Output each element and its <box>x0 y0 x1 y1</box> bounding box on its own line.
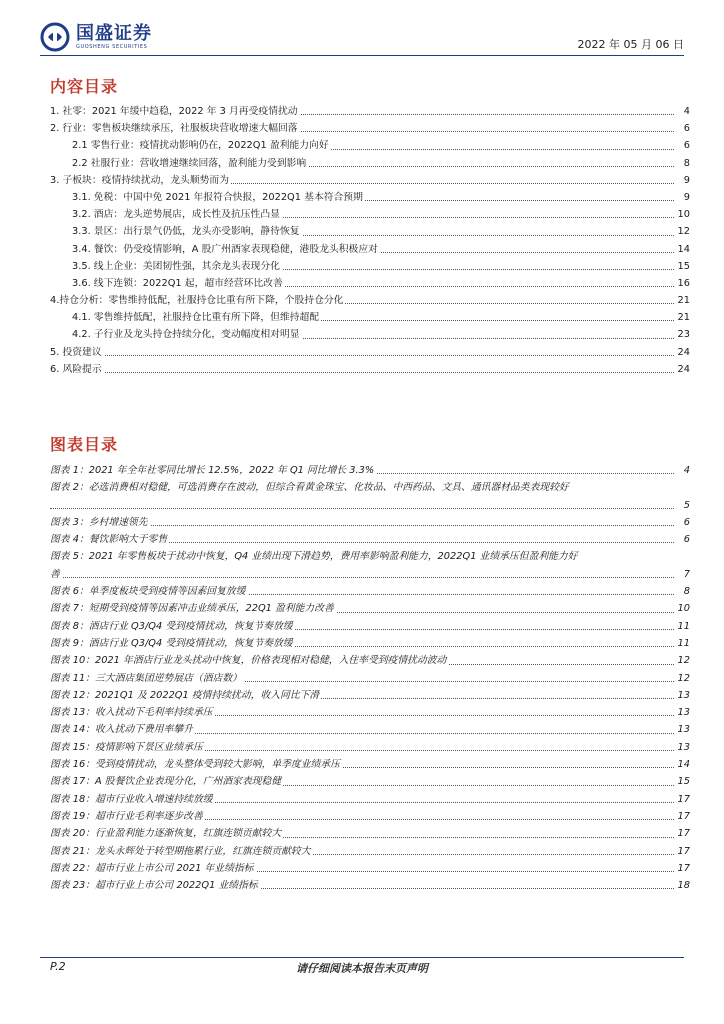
entry-page: 17 <box>676 825 690 842</box>
guosheng-logo-icon <box>40 22 70 52</box>
toc-entry[interactable] <box>50 155 690 172</box>
figure-entry[interactable] <box>50 773 690 790</box>
figure-entry[interactable] <box>50 877 690 894</box>
brand-name-en: GUOSHENG SECURITIES <box>76 43 148 50</box>
entry-page: 24 <box>676 344 690 361</box>
figure-entry[interactable] <box>50 843 690 860</box>
entry-page: 14 <box>676 241 690 258</box>
toc-entry[interactable] <box>50 361 690 378</box>
figure-entry[interactable] <box>50 618 690 635</box>
entry-page: 11 <box>676 618 690 635</box>
toc-entry[interactable] <box>50 103 690 120</box>
figure-entry[interactable] <box>50 825 690 842</box>
entry-page: 15 <box>676 773 690 790</box>
entry-title: 图表 10：2021 年酒店行业龙头扰动中恢复，价格表现相对稳健，入住率受到疫情扰动波动 <box>50 652 448 669</box>
footer-disclaimer: 请仔细阅读本报告末页声明 <box>296 962 428 975</box>
figure-entry[interactable] <box>50 756 690 773</box>
toc-title: 内容目录 <box>50 77 119 96</box>
toc-entry[interactable] <box>50 241 690 258</box>
figure-entry[interactable] <box>50 531 690 548</box>
dot-leader <box>50 508 674 509</box>
figure-entry[interactable] <box>50 497 690 514</box>
entry-title: 图表 4：餐饮影响大于零售 <box>50 531 169 548</box>
entry-title: 3.5. 线上企业：美团韧性强，其余龙头表现分化 <box>72 258 282 275</box>
contents-list <box>50 103 690 378</box>
figure-entry[interactable] <box>50 635 690 652</box>
entry-title: 图表 6：单季度板块受到疫情等因素回复放缓 <box>50 583 248 600</box>
figures-title: 图表目录 <box>50 435 119 454</box>
entry-title: 3. 子板块：疫情持续扰动，龙头顺势而为 <box>50 172 231 189</box>
toc-entry[interactable] <box>50 309 690 326</box>
figure-entry[interactable] <box>50 704 690 721</box>
figure-entry[interactable] <box>50 721 690 738</box>
entry-page: 6 <box>682 137 690 154</box>
dot-leader <box>50 355 674 356</box>
entry-title: 图表 21：龙头永辉处于转型期拖累行业，红旗连锁贡献较大 <box>50 843 313 860</box>
entry-title: 4.1. 零售维持低配，社服持仓比重有所下降，但维持超配 <box>72 309 321 326</box>
figure-entry[interactable] <box>50 791 690 808</box>
toc-entry[interactable] <box>50 223 690 240</box>
entry-title: 6. 风险提示 <box>50 361 104 378</box>
figure-entry[interactable] <box>50 652 690 669</box>
entry-title: 4.持仓分析：零售维持低配，社服持仓比重有所下降，个股持仓分化 <box>50 292 345 309</box>
entry-page: 6 <box>682 531 690 548</box>
entry-title: 3.6. 线下连锁：2022Q1 起，超市经营环比改善 <box>72 275 285 292</box>
entry-page: 17 <box>676 843 690 860</box>
figure-entry[interactable] <box>50 583 690 600</box>
toc-entry[interactable] <box>50 344 690 361</box>
entry-page: 11 <box>676 635 690 652</box>
dot-leader <box>50 372 674 373</box>
entry-title: 图表 18：超市行业收入增速持续放缓 <box>50 791 215 808</box>
page-number: P.2 <box>50 960 66 973</box>
toc-entry[interactable] <box>50 258 690 275</box>
entry-title: 2.1 零售行业：疫情扰动影响仍在，2022Q1 盈利能力向好 <box>72 137 331 154</box>
entry-title: 图表 7：短期受到疫情等因素冲击业绩承压，22Q1 盈利能力改善 <box>50 600 336 617</box>
figure-entry[interactable] <box>50 670 690 687</box>
entry-page: 13 <box>676 739 690 756</box>
entry-title: 图表 12：2021Q1 及 2022Q1 疫情持续扰动，收入同比下滑 <box>50 687 321 704</box>
toc-entry[interactable] <box>50 189 690 206</box>
entry-title: 图表 9：酒店行业 Q3/Q4 受到疫情扰动，恢复节奏放缓 <box>50 635 295 652</box>
figure-entry[interactable] <box>50 479 690 496</box>
entry-title: 3.1. 免税：中国中免 2021 年报符合快报，2022Q1 基本符合预期 <box>72 189 365 206</box>
entry-page: 13 <box>676 687 690 704</box>
figure-entry[interactable] <box>50 808 690 825</box>
entry-page: 12 <box>676 652 690 669</box>
entry-title: 图表 1：2021 年全年社零同比增长 12.5%，2022 年 Q1 同比增长 3.3% <box>50 462 376 479</box>
entry-title: 2.2 社服行业：营收增速继续回落，盈利能力受到影响 <box>72 155 308 172</box>
entry-title: 图表 22：超市行业上市公司 2021 年业绩指标 <box>50 860 256 877</box>
entry-title: 图表 11：三大酒店集团逆势展店（酒店数） <box>50 670 244 687</box>
entry-title: 图表 8：酒店行业 Q3/Q4 受到疫情扰动，恢复节奏放缓 <box>50 618 295 635</box>
entry-page: 17 <box>676 860 690 877</box>
toc-entry[interactable] <box>50 206 690 223</box>
entry-page: 8 <box>682 155 690 172</box>
entry-page: 8 <box>682 583 690 600</box>
entry-title: 5. 投资建议 <box>50 344 104 361</box>
entry-title: 图表 15：疫情影响下景区业绩承压 <box>50 739 205 756</box>
entry-page: 15 <box>676 258 690 275</box>
entry-page: 16 <box>676 275 690 292</box>
entry-page: 10 <box>676 600 690 617</box>
entry-title: 图表 17：A 股餐饮企业表现分化，广州酒家表现稳健 <box>50 773 283 790</box>
entry-title: 图表 2：必选消费相对稳健，可选消费存在波动，但综合看黄金珠宝、化妆品、中西药品、文具、通讯器材品类表现较好 <box>50 479 571 496</box>
entry-page: 10 <box>676 206 690 223</box>
entry-title: 4.2. 子行业及龙头持仓持续分化，变动幅度相对明显 <box>72 326 302 343</box>
header-divider <box>40 55 684 56</box>
figure-entry[interactable] <box>50 687 690 704</box>
toc-entry[interactable] <box>50 292 690 309</box>
entry-page: 13 <box>676 704 690 721</box>
entry-page: 4 <box>682 103 690 120</box>
entry-title: 图表 16：受到疫情扰动，龙头整体受到较大影响，单季度业绩承压 <box>50 756 342 773</box>
entry-title: 3.4. 餐饮：仍受疫情影响，A 股广州酒家表现稳健，港股龙头积极应对 <box>72 241 380 258</box>
entry-title: 图表 3：乡村增速领先 <box>50 514 150 531</box>
entry-page: 5 <box>682 497 690 514</box>
entry-page: 18 <box>676 877 690 894</box>
entry-page: 6 <box>682 514 690 531</box>
entry-page: 17 <box>676 808 690 825</box>
figure-entry[interactable] <box>50 600 690 617</box>
entry-title: 2. 行业：零售板块继续承压，社服板块营收增速大幅回落 <box>50 120 300 137</box>
footer-divider <box>40 957 684 958</box>
entry-page: 9 <box>682 172 690 189</box>
figure-entry[interactable] <box>50 462 690 479</box>
brand-name-cn: 国盛证券 <box>76 22 152 44</box>
figures-list <box>50 462 690 894</box>
figure-entry[interactable] <box>50 548 690 565</box>
entry-page: 14 <box>676 756 690 773</box>
entry-title: 图表 14：收入扰动下费用率攀升 <box>50 721 195 738</box>
toc-entry[interactable] <box>50 137 690 154</box>
toc-entry[interactable] <box>50 326 690 343</box>
entry-page: 12 <box>676 670 690 687</box>
figure-entry[interactable] <box>50 739 690 756</box>
entry-title: 图表 5：2021 年零售板块于扰动中恢复，Q4 业绩出现下滑趋势，费用率影响盈利能力，2022Q1 业绩承压但盈利能力好 <box>50 548 580 565</box>
figure-entry[interactable] <box>50 514 690 531</box>
entry-title: 图表 20：行业盈利能力逐渐恢复，红旗连锁贡献较大 <box>50 825 283 842</box>
entry-title: 图表 19：超市行业毛利率逐步改善 <box>50 808 205 825</box>
entry-page: 7 <box>682 566 690 583</box>
entry-title: 图表 13：收入扰动下毛利率持续承压 <box>50 704 215 721</box>
entry-page: 24 <box>676 361 690 378</box>
dot-leader <box>50 577 674 578</box>
entry-page: 12 <box>676 223 690 240</box>
entry-page: 23 <box>676 326 690 343</box>
toc-entry[interactable] <box>50 172 690 189</box>
figure-entry[interactable] <box>50 860 690 877</box>
entry-title: 3.2. 酒店：龙头逆势展店，成长性及抗压性凸显 <box>72 206 282 223</box>
figure-entry[interactable] <box>50 566 690 583</box>
entry-page: 17 <box>676 791 690 808</box>
entry-page: 13 <box>676 721 690 738</box>
entry-title: 善 <box>50 566 62 583</box>
entry-title: 1. 社零：2021 年缓中趋稳，2022 年 3 月再受疫情扰动 <box>50 103 300 120</box>
entry-page: 9 <box>682 189 690 206</box>
toc-entry[interactable] <box>50 120 690 137</box>
entry-title: 3.3. 景区：出行景气仍低，龙头亦受影响，静待恢复 <box>72 223 302 240</box>
entry-page: 6 <box>682 120 690 137</box>
entry-page: 4 <box>682 462 690 479</box>
toc-entry[interactable] <box>50 275 690 292</box>
entry-page: 21 <box>676 292 690 309</box>
entry-title: 图表 23：超市行业上市公司 2022Q1 业绩指标 <box>50 877 260 894</box>
company-logo <box>40 20 152 54</box>
report-date: 2022 年 05 月 06 日 <box>577 38 684 51</box>
entry-page: 21 <box>676 309 690 326</box>
